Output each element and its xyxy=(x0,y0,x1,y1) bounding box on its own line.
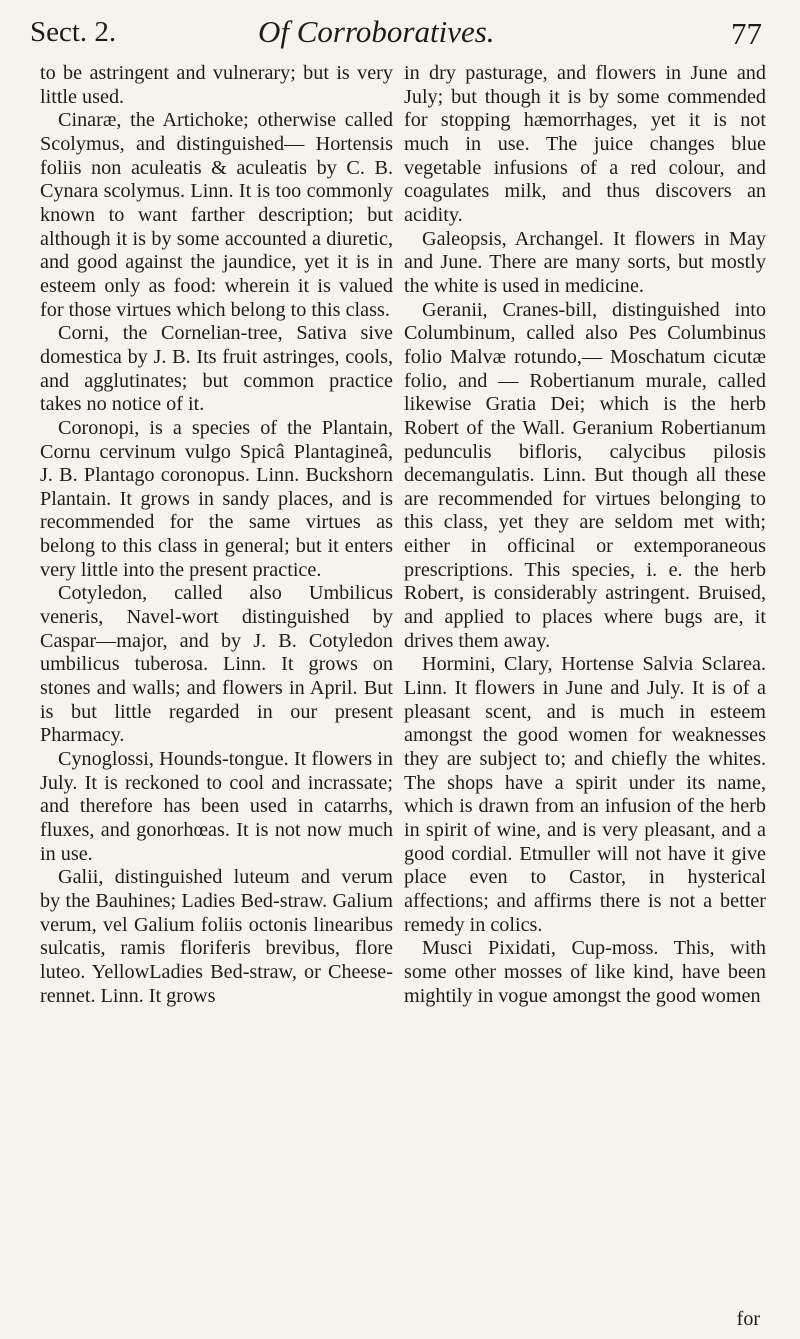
entry-galeopsis: Galeopsis, Archangel. It flowers in May and June. There are many sorts, but mostly the white is used in medicine. xyxy=(404,227,766,297)
page-number: 77 xyxy=(731,16,762,51)
catchword: for xyxy=(736,1308,760,1330)
running-title: Of Corroboratives. xyxy=(258,14,495,49)
entry-cinarae: Cinaræ, the Artichoke; otherwise called Scolymus, and distinguished— Hortensis foliis non aculeatis & aculeatis by C. B. Cynara scolymus. Linn. It is too commonly known to want farther description; but although it is by some accounted a diuretic, and good against the jaundice, yet it is in esteem only as food: wherein it is valued for those virtues which belong to this class. xyxy=(40,109,393,321)
running-header xyxy=(28,14,762,54)
left-column xyxy=(40,62,393,1008)
entry-cynoglossi: Cynoglossi, Hounds-tongue. It flowers in July. It is reckoned to cool and incrassate; and therefore has been used in catarrhs, fluxes, and gonorhœas. It is not now much in use. xyxy=(40,748,393,865)
entry-geranii: Geranii, Cranes-bill, distinguished into Columbinum, called also Pes Columbinus folio Malvæ rotundo,— Moschatum cicutæ folio, and — Robertianum murale, called likewise Gratia Dei; which is the herb Robert of the Wall. Geranium Robertianum pedunculis bifloris, calycibus pilosis decemangulatis. Linn. But though all these are recommended for virtues belonging to this class, yet they are seldom met with; either in officinal or extemporaneous prescriptions. This species, i. e. the herb Robert, is considerably astringent. Bruised, and applied to places where bugs are, it drives them away. xyxy=(404,298,766,652)
paragraph: to be astringent and vulnerary; but is very little used. xyxy=(40,62,393,108)
entry-corni: Corni, the Cornelian-tree, Sativa sive domestica by J. B. Its fruit astringes, cools, and agglutinates; but common practice takes no notice of it. xyxy=(40,322,393,416)
entry-coronopi: Coronopi, is a species of the Plantain, Cornu cervinum vulgo Spicâ Plantagineâ, J. B. Plantago coronopus. Linn. Buckshorn Plantain. It grows in sandy places, and is recommended for the same virtues as belong to this class in general; but it enters very little into the present practice. xyxy=(40,416,393,581)
section-label: Sect. 2. xyxy=(30,16,117,48)
right-column xyxy=(404,62,766,1008)
paragraph: in dry pasturage, and flowers in June and July; but though it is by some commended for stopping hæmorrhages, yet it is not much in use. The juice changes blue vegetable infusions of a red colour, and coagulates milk, and thus discovers an acidity. xyxy=(404,62,766,226)
entry-hormini: Hormini, Clary, Hortense Salvia Sclarea. Linn. It flowers in June and July. It is of a pleasant scent, and is much in esteem amongst the good women for weaknesses they are subject to; and chiefly the whites. The shops have a spirit under its name, which is drawn from an infusion of the herb in spirit of wine, and is very pleasant, and a good cordial. Etmuller will not have it give place even to Castor, in hysterical affections; and affirms there is not a better remedy in colics. xyxy=(404,653,766,936)
entry-cotyledon: Cotyledon, called also Umbilicus veneris, Navel-wort distinguished by Caspar—major, and by J. B. Cotyledon umbilicus tuberosa. Linn. It grows on stones and walls; and flowers in April. But is but little regarded in our present Pharmacy. xyxy=(40,582,393,747)
entry-musci-pixidati: Musci Pixidati, Cup-moss. This, with some other mosses of like kind, have been mightily in vogue amongst the good women xyxy=(404,937,766,1007)
entry-galii: Galii, distinguished luteum and verum by the Bauhines; Ladies Bed-straw. Galium verum, vel Galium foliis octonis linearibus sulcatis, ramis floriferis brevibus, flore luteo. YellowLadies Bed-straw, or Cheese-rennet. Linn. It grows xyxy=(40,866,393,1007)
